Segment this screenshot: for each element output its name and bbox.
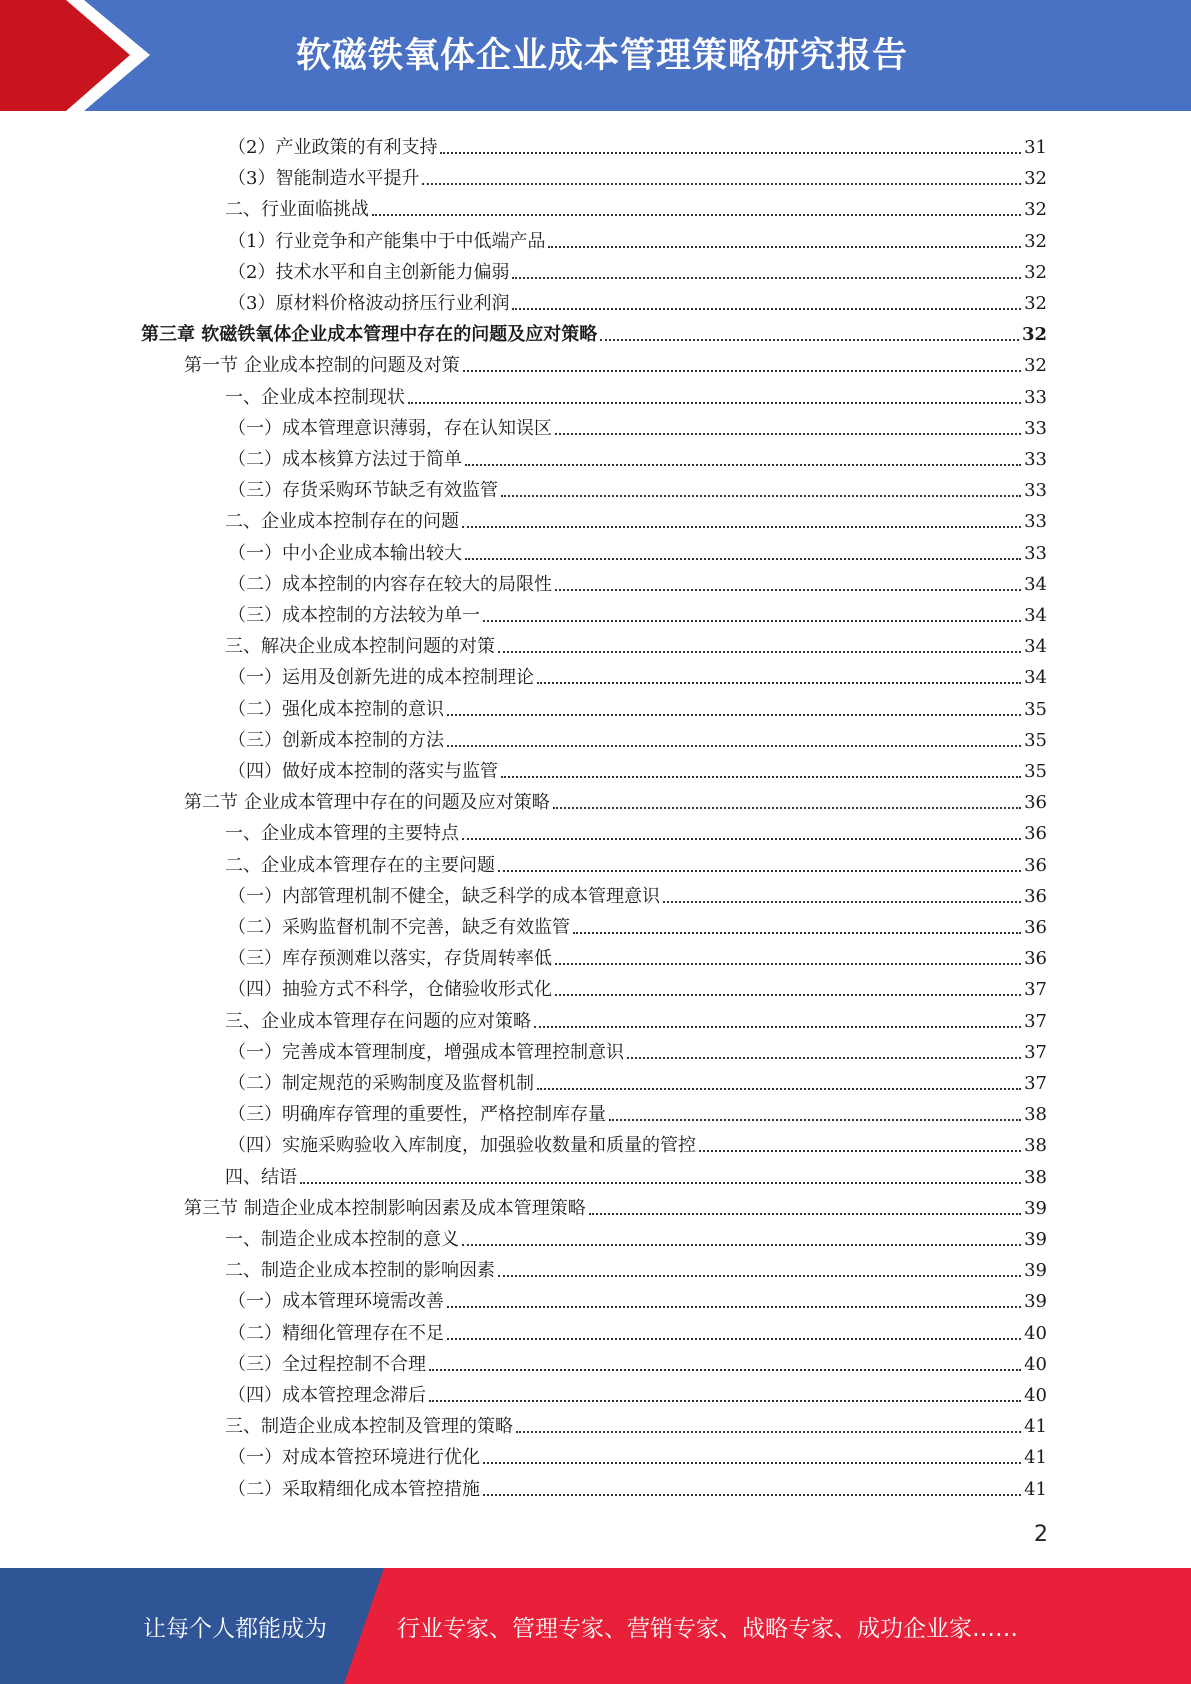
toc-entry-page: 37 xyxy=(1024,1041,1047,1063)
toc-dot-leader xyxy=(462,1244,1021,1246)
toc-entry-title: （二）成本控制的内容存在较大的局限性 xyxy=(228,573,552,595)
toc-dot-leader xyxy=(429,1369,1021,1371)
toc-entry-page: 40 xyxy=(1024,1353,1047,1375)
toc-entry[interactable] xyxy=(228,596,1047,627)
toc-entry[interactable] xyxy=(228,1376,1047,1407)
toc-dot-leader xyxy=(462,526,1021,528)
toc-entry-title: 三、制造企业成本控制及管理的策略 xyxy=(225,1416,513,1438)
toc-dot-leader xyxy=(465,464,1021,466)
toc-dot-leader xyxy=(447,1306,1021,1308)
toc-dot-leader xyxy=(483,1462,1021,1464)
toc-entry-page: 32 xyxy=(1024,261,1047,283)
toc-entry[interactable] xyxy=(141,315,1047,346)
toc-entry-page: 36 xyxy=(1024,823,1047,845)
toc-entry[interactable] xyxy=(228,409,1047,440)
page-header xyxy=(0,0,1191,111)
toc-entry-page: 38 xyxy=(1024,1104,1047,1126)
toc-dot-leader xyxy=(483,1494,1021,1496)
toc-dot-leader xyxy=(501,776,1021,778)
toc-dot-leader xyxy=(483,620,1021,622)
toc-dot-leader xyxy=(498,870,1021,872)
toc-entry[interactable] xyxy=(228,939,1047,970)
toc-dot-leader xyxy=(663,901,1021,903)
toc-entry-title: 一、企业成本控制现状 xyxy=(225,386,405,408)
toc-entry-page: 37 xyxy=(1024,1073,1047,1094)
toc-entry-page: 41 xyxy=(1024,1416,1047,1438)
toc-dot-leader xyxy=(512,308,1021,310)
toc-entry-page: 36 xyxy=(1024,854,1047,876)
footer-slogan-right: 行业专家、管理专家、营销专家、战略专家、成功企业家…… xyxy=(397,1616,1018,1642)
toc-entry[interactable] xyxy=(225,846,1047,877)
toc-entry[interactable] xyxy=(228,222,1047,253)
toc-entry-title: （三）创新成本控制的方法 xyxy=(228,729,444,751)
toc-entry-page: 36 xyxy=(1024,792,1047,814)
toc-dot-leader xyxy=(534,1026,1021,1028)
toc-entry-title: 一、制造企业成本控制的意义 xyxy=(225,1229,459,1250)
toc-dot-leader xyxy=(589,1213,1021,1215)
toc-dot-leader xyxy=(537,1088,1021,1090)
toc-entry-title: （二）制定规范的采购制度及监督机制 xyxy=(228,1073,534,1094)
toc-dot-leader xyxy=(553,807,1021,809)
toc-entry[interactable] xyxy=(228,471,1047,502)
toc-entry[interactable] xyxy=(228,690,1047,721)
toc-entry[interactable] xyxy=(225,1002,1047,1033)
toc-dot-leader xyxy=(447,745,1021,747)
toc-entry-title: （三）全过程控制不合理 xyxy=(228,1353,426,1375)
toc-entry-title: （3）智能制造水平提升 xyxy=(228,168,420,190)
toc-dot-leader xyxy=(512,277,1021,279)
toc-entry-page: 38 xyxy=(1024,1135,1047,1157)
toc-entry-page: 32 xyxy=(1024,355,1047,377)
toc-entry-page: 34 xyxy=(1024,605,1047,626)
toc-entry-title: （四）抽验方式不科学，仓储验收形式化 xyxy=(228,979,552,1001)
toc-entry[interactable] xyxy=(184,783,1047,814)
toc-dot-leader xyxy=(501,495,1021,497)
toc-entry[interactable] xyxy=(228,253,1047,284)
toc-entry-title: 四、结语 xyxy=(225,1166,297,1188)
toc-entry-page: 32 xyxy=(1024,168,1047,190)
toc-dot-leader xyxy=(555,994,1021,996)
toc-entry-page: 36 xyxy=(1024,948,1047,970)
toc-entry-title: 第二节 企业成本管理中存在的问题及应对策略 xyxy=(184,792,550,814)
toc-entry-title: （二）强化成本控制的意识 xyxy=(228,698,444,720)
toc-dot-leader xyxy=(498,1275,1021,1277)
toc-entry[interactable] xyxy=(228,721,1047,752)
toc-entry[interactable] xyxy=(225,814,1047,845)
toc-entry-page: 41 xyxy=(1024,1447,1047,1469)
toc-entry[interactable] xyxy=(228,877,1047,908)
toc-entry-title: （四）实施采购验收入库制度，加强验收数量和质量的管控 xyxy=(228,1135,696,1157)
toc-entry-title: （一）中小企业成本输出较大 xyxy=(228,542,462,564)
toc-entry[interactable] xyxy=(228,908,1047,939)
toc-entry-page: 39 xyxy=(1024,1229,1047,1250)
toc-entry-page: 32 xyxy=(1024,199,1047,221)
toc-entry-title: 二、企业成本管理存在的主要问题 xyxy=(225,854,495,876)
toc-entry[interactable] xyxy=(225,1158,1047,1189)
toc-entry[interactable] xyxy=(228,1095,1047,1126)
toc-entry-page: 34 xyxy=(1024,573,1047,595)
toc-entry[interactable] xyxy=(225,1407,1047,1438)
toc-entry-title: （二）精细化管理存在不足 xyxy=(228,1322,444,1344)
toc-dot-leader xyxy=(447,1338,1021,1340)
toc-entry-page: 32 xyxy=(1024,293,1047,314)
toc-dot-leader xyxy=(573,932,1021,934)
toc-entry[interactable] xyxy=(228,970,1047,1001)
toc-entry-title: 第一节 企业成本控制的问题及对策 xyxy=(184,355,460,377)
toc-entry-title: 第三章 软磁铁氧体企业成本管理中存在的问题及应对策略 xyxy=(141,324,598,346)
toc-entry-title: （三）成本控制的方法较为单一 xyxy=(228,605,480,626)
toc-entry-page: 36 xyxy=(1024,885,1047,907)
toc-entry-page: 35 xyxy=(1024,729,1047,751)
toc-dot-leader xyxy=(422,183,1021,185)
toc-entry-title: （二）成本核算方法过于简单 xyxy=(228,449,462,470)
toc-entry-title: （2）技术水平和自主创新能力偏弱 xyxy=(228,261,510,283)
toc-entry-page: 41 xyxy=(1024,1478,1047,1500)
toc-entry[interactable] xyxy=(225,502,1047,533)
toc-dot-leader xyxy=(555,433,1021,435)
toc-entry-page: 34 xyxy=(1024,667,1047,689)
toc-entry-page: 33 xyxy=(1024,542,1047,564)
toc-entry-title: 一、企业成本管理的主要特点 xyxy=(225,823,459,845)
toc-entry-page: 35 xyxy=(1024,761,1047,782)
toc-entry-page: 33 xyxy=(1024,417,1047,439)
toc-entry[interactable] xyxy=(228,1033,1047,1064)
toc-entry[interactable] xyxy=(225,378,1047,409)
toc-entry-title: （一）成本管理环境需改善 xyxy=(228,1291,444,1313)
toc-entry-title: （一）完善成本管理制度，增强成本管理控制意识 xyxy=(228,1041,624,1063)
toc-dot-leader xyxy=(699,1150,1021,1152)
toc-entry-title: （三）明确库存管理的重要性，严格控制库存量 xyxy=(228,1104,606,1126)
toc-entry-title: 二、制造企业成本控制的影响因素 xyxy=(225,1260,495,1282)
toc-entry[interactable] xyxy=(228,1438,1047,1469)
toc-dot-leader xyxy=(463,370,1021,372)
toc-dot-leader xyxy=(447,714,1021,716)
toc-entry-page: 31 xyxy=(1024,137,1047,158)
toc-entry-title: 二、企业成本控制存在的问题 xyxy=(225,511,459,533)
toc-entry-page: 33 xyxy=(1024,511,1047,533)
toc-entry-title: （二）采取精细化成本管控措施 xyxy=(228,1478,480,1500)
toc-entry-page: 36 xyxy=(1024,917,1047,938)
toc-entry[interactable] xyxy=(228,1282,1047,1313)
toc-dot-leader xyxy=(548,246,1021,248)
toc-dot-leader xyxy=(440,152,1021,154)
toc-entry-page: 32 xyxy=(1021,324,1047,346)
toc-dot-leader xyxy=(372,214,1021,216)
toc-entry-page: 38 xyxy=(1024,1166,1047,1188)
toc-entry-page: 34 xyxy=(1024,636,1047,658)
toc-entry-title: （3）原材料价格波动挤压行业利润 xyxy=(228,293,510,314)
toc-entry[interactable] xyxy=(228,752,1047,783)
toc-dot-leader xyxy=(465,558,1021,560)
toc-entry[interactable] xyxy=(228,159,1047,190)
toc-entry-page: 32 xyxy=(1024,230,1047,252)
toc-entry[interactable] xyxy=(228,1345,1047,1376)
toc-entry[interactable] xyxy=(228,534,1047,565)
toc-entry-title: （三）存货采购环节缺乏有效监管 xyxy=(228,480,498,502)
toc-entry-title: （四）做好成本控制的落实与监管 xyxy=(228,761,498,782)
toc-dot-leader xyxy=(429,1400,1021,1402)
report-title: 软磁铁氧体企业成本管理策略研究报告 xyxy=(296,36,909,76)
toc-dot-leader xyxy=(609,1119,1021,1121)
toc-entry[interactable] xyxy=(228,565,1047,596)
toc-entry-page: 35 xyxy=(1024,698,1047,720)
toc-entry[interactable] xyxy=(225,627,1047,658)
toc-entry-title: 第三节 制造企业成本控制影响因素及成本管理策略 xyxy=(184,1197,586,1219)
toc-entry-title: （四）成本管控理念滞后 xyxy=(228,1385,426,1406)
toc-entry-page: 40 xyxy=(1024,1385,1047,1406)
toc-entry[interactable] xyxy=(228,1314,1047,1345)
toc-entry-page: 37 xyxy=(1024,979,1047,1001)
toc-entry-title: 三、解决企业成本控制问题的对策 xyxy=(225,636,495,658)
toc-entry-page: 37 xyxy=(1024,1010,1047,1032)
toc-dot-leader xyxy=(537,682,1021,684)
toc-entry-title: （二）采购监督机制不完善，缺乏有效监管 xyxy=(228,917,570,938)
toc-entry-page: 39 xyxy=(1024,1197,1047,1219)
toc-entry-page: 39 xyxy=(1024,1260,1047,1282)
toc-dot-leader xyxy=(555,963,1021,965)
page-number: 2 xyxy=(1034,1522,1048,1547)
page-footer xyxy=(0,1568,1191,1684)
toc-entry-title: 二、行业面临挑战 xyxy=(225,199,369,221)
toc-entry-title: （一）对成本管控环境进行优化 xyxy=(228,1447,480,1469)
toc-entry[interactable] xyxy=(225,1251,1047,1282)
toc-dot-leader xyxy=(555,589,1021,591)
toc-entry-page: 40 xyxy=(1024,1322,1047,1344)
toc-entry-title: 三、企业成本管理存在问题的应对策略 xyxy=(225,1010,531,1032)
toc-entry-title: （1）行业竞争和产能集中于中低端产品 xyxy=(228,230,546,252)
toc-entry-title: （一）成本管理意识薄弱，存在认知误区 xyxy=(228,417,552,439)
toc-entry-page: 33 xyxy=(1024,386,1047,408)
toc-entry[interactable] xyxy=(184,346,1047,377)
toc-entry[interactable] xyxy=(228,128,1047,159)
toc-dot-leader xyxy=(516,1431,1021,1433)
toc-entry[interactable] xyxy=(225,190,1047,221)
toc-entry[interactable] xyxy=(228,440,1047,471)
toc-entry[interactable] xyxy=(228,1126,1047,1157)
toc-entry[interactable] xyxy=(184,1189,1047,1220)
toc-entry[interactable] xyxy=(228,658,1047,689)
toc-entry-page: 33 xyxy=(1024,449,1047,470)
toc-dot-leader xyxy=(627,1057,1021,1059)
toc-entry-title: （一）内部管理机制不健全，缺乏科学的成本管理意识 xyxy=(228,885,660,907)
toc-entry-page: 33 xyxy=(1024,480,1047,502)
toc-entry-title: （三）库存预测难以落实，存货周转率低 xyxy=(228,948,552,970)
toc-entry[interactable] xyxy=(225,1220,1047,1251)
toc-dot-leader xyxy=(300,1182,1021,1184)
toc-entry[interactable] xyxy=(228,1470,1047,1501)
toc-entry-page: 39 xyxy=(1024,1291,1047,1313)
toc-entry-title: （一）运用及创新先进的成本控制理论 xyxy=(228,667,534,689)
toc-dot-leader xyxy=(498,651,1021,653)
toc-entry-title: （2）产业政策的有利支持 xyxy=(228,137,438,158)
toc-dot-leader xyxy=(462,838,1021,840)
toc-dot-leader xyxy=(408,402,1021,404)
footer-slogan-left: 让每个人都能成为 xyxy=(143,1616,327,1642)
toc-dot-leader xyxy=(600,339,1019,341)
toc-entry[interactable] xyxy=(228,284,1047,315)
toc-entry[interactable] xyxy=(228,1064,1047,1095)
